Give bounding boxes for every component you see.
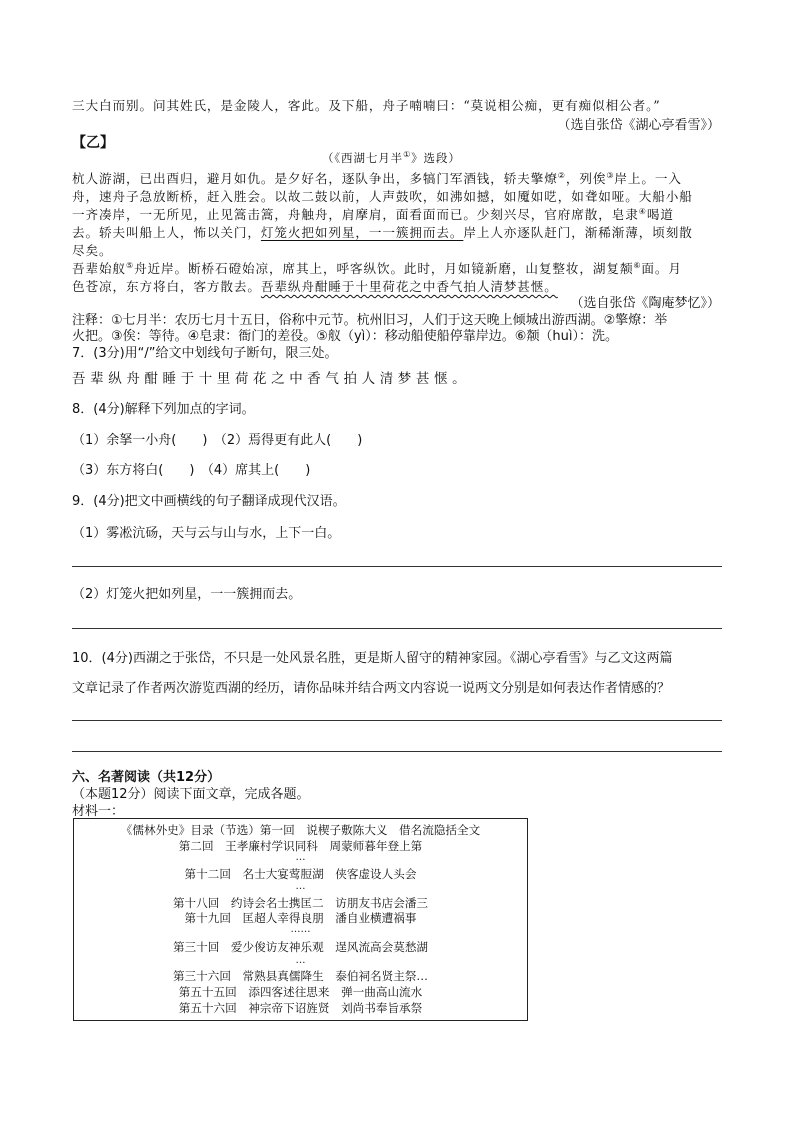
toc-line: 第三十六回 常熟县真儒降生 泰伯祠名贤主祭… bbox=[172, 969, 429, 983]
passage-yi-line-5: 尽矣。 bbox=[72, 243, 113, 258]
section-6-intro: （本题12分）阅读下面文章，完成各题。 bbox=[72, 787, 310, 802]
passage-yi-line-3: 一齐凑岸，一无所见，止见篙击篙，舟触舟，肩摩肩，面看面而已。少刻兴尽，官府席散，皂隶④喝道 bbox=[72, 206, 674, 222]
question-9-item-2: （2）灯笼火把如列星，一一簇拥而去。 bbox=[72, 587, 302, 602]
toc-line: 第十九回 匡超人幸得良朋 潘自业横遭祸事 bbox=[184, 911, 417, 925]
question-8-row-1[interactable]: （1）余拏一小舟( ) （2）焉得更有此人( ) bbox=[72, 433, 363, 448]
underlined-sentence: 灯笼火把如列星，一一簇拥而去。 bbox=[260, 225, 464, 240]
answer-line[interactable] bbox=[72, 720, 722, 721]
passage-jia-source: （选自张岱《湖心亭看雪》） bbox=[557, 118, 720, 133]
passage-yi-heading: 【乙】 bbox=[72, 135, 114, 151]
toc-ellipsis: … bbox=[295, 955, 306, 966]
toc-line: 《儒林外史》目录（节选）第一回 说楔子敷陈大义 借名流隐括全文 bbox=[120, 823, 481, 837]
annotation-line-1: 注释：①七月半：农历七月十五日，俗称中元节。杭州旧习，人们于这天晚上倾城出游西湖。②擎燎：举 bbox=[72, 313, 668, 328]
toc-ellipsis: …… bbox=[290, 924, 311, 935]
answer-line[interactable] bbox=[72, 751, 722, 752]
toc-line: 第十二回 名士大宴莺脰湖 侠客虚设人头会 bbox=[184, 867, 417, 881]
passage-jia-last-line: 三大白而别。问其姓氏，是金陵人，客此。及下船，舟子喃喃曰：“莫说相公痴，更有痴似相公者。” bbox=[72, 98, 661, 113]
question-9-item-1: （1）雾凇沆砀，天与云与山与水，上下一白。 bbox=[72, 526, 341, 541]
toc-line: 第五十六回 神宗帝下诏旌贤 刘尚书奉旨承祭 bbox=[178, 1001, 423, 1015]
question-9-prompt: 9．(4分)把文中画横线的句子翻译成现代汉语。 bbox=[72, 494, 346, 509]
toc-line: 第十八回 约诗会名士携匡二 访朋友书店会潘三 bbox=[172, 896, 429, 910]
section-6-title: 六、名著阅读（共12分） bbox=[72, 770, 221, 785]
answer-line[interactable] bbox=[72, 566, 722, 567]
toc-line: 第三十回 爱少俊访友神乐观 逞风流高会莫愁湖 bbox=[172, 940, 429, 954]
wavy-underlined-sentence: 吾辈纵舟酣睡于十里荷花之中香气拍人清梦甚惬。 bbox=[260, 279, 558, 294]
answer-line[interactable] bbox=[72, 628, 722, 629]
toc-line: 第五十五回 添四客述往思来 弹一曲高山流水 bbox=[178, 985, 423, 999]
question-10-line-1: 10．(4分)西湖之于张岱，不只是一处风景名胜，更是斯人留守的精神家园。《湖心亭看雪》与乙文这两篇 bbox=[72, 651, 673, 666]
passage-yi-line-6: 吾辈始舣⑤舟近岸。断桥石磴始凉，席其上，呼客纵饮。此时，月如镜新磨，山复整妆，湖复颒⑥面。月 bbox=[72, 260, 682, 276]
question-10-line-2: 文章记录了作者两次游览西湖的经历，请你品味并结合两文内容说一说两文分别是如何表达作者情感的？ bbox=[72, 681, 671, 696]
passage-yi-line-1: 杭人游湖，已出酉归，避月如仇。是夕好名，逐队争出，多犒门军酒钱，轿夫擎燎②，列俟③岸上。一入 bbox=[72, 170, 682, 186]
passage-yi-line-4: 去。轿夫叫船上人，怖以关门，灯笼火把如列星，一一簇拥而去。岸上人亦逐队赶门，渐稀渐薄，顷刻散 bbox=[72, 225, 693, 240]
passage-yi-source: （选自张岱《陶庵梦忆》） bbox=[570, 296, 720, 311]
passage-yi-subtitle: （《西湖七月半①》选段） bbox=[322, 150, 461, 165]
annotation-line-2: 火把。③俟：等待。④皂隶：衙门的差役。⑤舣（yì）：移动船使船停靠岸边。⑥颒（huì）：洗。 bbox=[72, 329, 619, 344]
material-1-label: 材料一： bbox=[72, 804, 125, 819]
toc-ellipsis: … bbox=[295, 852, 306, 863]
passage-yi-line-2: 舟，速舟子急放断桥，赶入胜会。以故二鼓以前，人声鼓吹，如沸如撼，如魇如呓，如聋如哑。大船小船 bbox=[72, 189, 693, 204]
table-of-contents-box bbox=[73, 818, 528, 1021]
question-8-row-2[interactable]: （3）东方将白( ) （4）席其上( ) bbox=[72, 463, 311, 478]
question-8-prompt: 8．(4分)解释下列加点的字词。 bbox=[72, 402, 255, 417]
question-7-prompt: 7．(3分)用“/”给文中划线句子断句，限三处。 bbox=[72, 346, 338, 361]
toc-ellipsis: … bbox=[295, 881, 306, 892]
toc-line: 第二回 王孝廉村学识同科 周蒙师暮年登上第 bbox=[178, 839, 423, 853]
passage-yi-line-7: 色苍凉，东方将白，客方散去。吾辈纵舟酣睡于十里荷花之中香气拍人清梦甚惬。 bbox=[72, 279, 558, 294]
question-7-sentence: 吾辈纵舟酣睡于十里荷花之中香气拍人清梦甚惬。 bbox=[72, 371, 471, 387]
